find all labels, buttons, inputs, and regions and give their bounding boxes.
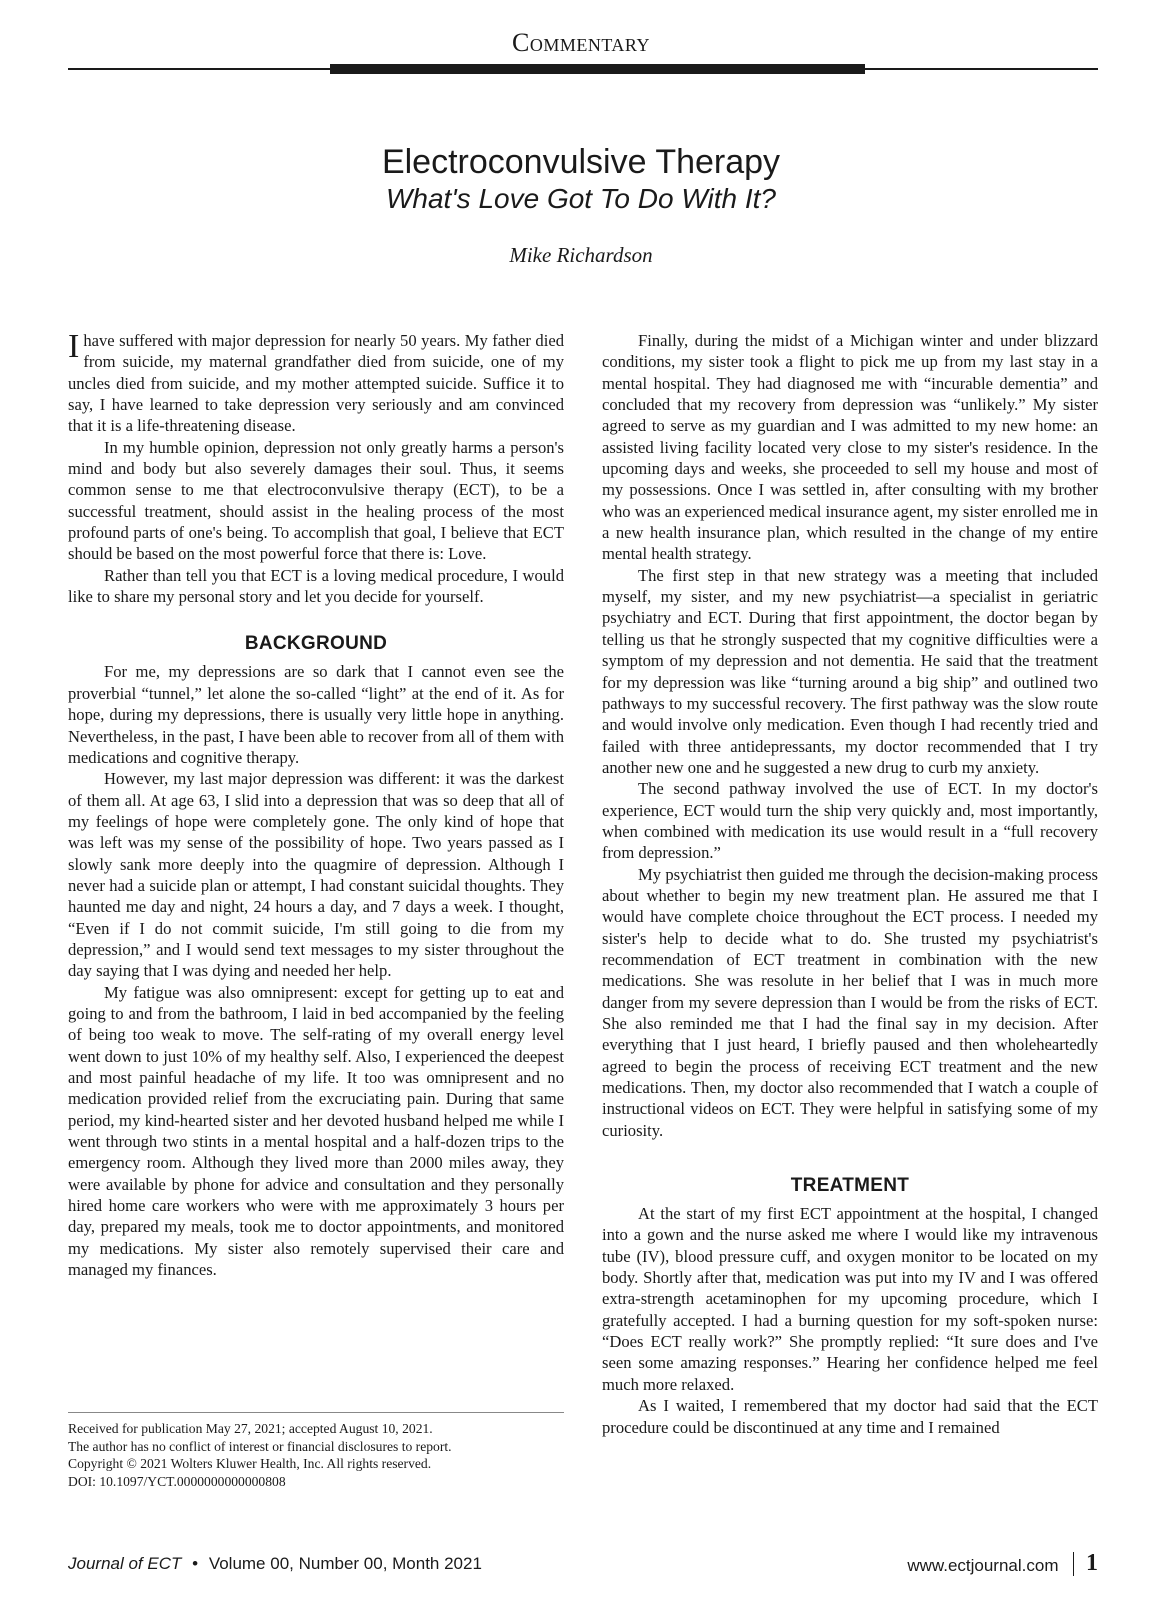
conflict-note: The author has no conflict of interest or financial disclosures to report.	[68, 1438, 452, 1454]
bullet-separator: •	[192, 1554, 199, 1573]
body-paragraph-1: Finally, during the midst of a Michigan winter and under blizzard conditions, my sister took a flight to pick me up from my last stay in a mental hospital. They had diagnosed me with “incurable dementia” and concluded that my recovery from depression was “unlikely.” My sister agreed to serve as my guardian and I was admitted to my new home: an assisted living facility located very close to my sister's residence. In the upcoming days and weeks, she proceeded to sell my house and most of my possessions. Once I was settled in, after consulting with my brother who was an experienced medical insurance agent, my sister enrolled me in a new health insurance plan, which resulted in the change of my entire mental health strategy.	[602, 331, 1098, 564]
treatment-heading: TREATMENT	[790, 1175, 910, 1197]
treatment-paragraph-1: At the start of my first ECT appointment at the hospital, I changed into a gown and the nurse asked me where I would like my intravenous tube (IV), blood pressure cuff, and oxygen monitor to be located on my body. Shortly after that, medication was put into my IV and I was offered extra-strength acetaminophen for my upcoming procedure, which I gratefully accepted. I had a burning question for my soft-spoken nurse: “Does ECT really work?” She promptly replied: “It sure does and I've seen some amazing responses.” Hearing her confidence helped me feel much more relaxed.	[602, 1204, 1098, 1394]
received-note: Received for publication May 27, 2021; accepted August 10, 2021.	[68, 1421, 433, 1436]
page-footer	[68, 1550, 1098, 1578]
article-author: Mike Richardson	[509, 243, 653, 267]
body-paragraph-4: My psychiatrist then guided me through the decision-making process about whether to begin my new treatment plan. He assured me that I would have complete choice throughout the ECT process. I needed my sister's help to decide what to do. She trusted my psychiatrist's recommendation of ECT treatment in combination with the new medications. She was resolute in her belief that I was in much more danger from my severe depression than I would be from the risks of ECT. She also reminded me that I had the final say in my decision. After everything that I just heard, I briefly paused and then wholeheartedly agreed to begin the process of receiving ECT treatment and the new medications. Then, my doctor also recommended that I watch a couple of instructional videos on ECT. They were helpful in satisfying some of my curiosity.	[602, 864, 1098, 1140]
footer-divider	[1073, 1552, 1075, 1576]
left-column	[68, 330, 564, 1280]
article-subtitle: What's Love Got To Do With It?	[385, 183, 776, 214]
section-label: Commentary	[512, 28, 650, 57]
article-title: Electroconvulsive Therapy	[381, 143, 781, 181]
footnote	[68, 1420, 564, 1490]
body-paragraph-3: The second pathway involved the use of ECT. In my doctor's experience, ECT would turn the ship very quickly and, most importantly, when combined with medication its use would result in a “full recovery from depression.”	[602, 779, 1098, 863]
background-paragraph-3: My fatigue was also omnipresent: except for getting up to eat and going to and from the bathroom, I laid in bed accompanied by the feeling of being too weak to move. The self-rating of my overall energy level went down to just 10% of my healthy self. Also, I experienced the deepest and most painful headache of my life. It too was omnipresent and no medication provided relief from the excruciating pain. During that same period, my kind-hearted sister and her devoted husband helped me while I went through two stints in a mental hospital and a half-dozen trips to the emergency room. Although they lived more than 2000 miles away, they were available by phone for advice and consultation and they personally hired home care workers who were with me approximately 3 hours per day, prepared my meals, took me to doctor appointments, and monitored my medications. My sister also remotely supervised their care and managed my finances.	[68, 982, 564, 1280]
title-block	[0, 142, 1162, 216]
journal-url-link[interactable]: www.ectjournal.com	[907, 1555, 1059, 1575]
page-number: 1	[1086, 1550, 1098, 1576]
background-paragraph-2: However, my last major depression was different: it was the darkest of them all. At age 63, I slid into a depression that was so deep that all of my feelings of hope were completely gone. The only kind of hope that was left was my sense of the possibility of hope. Two years passed as I slowly sank more deeply into the quagmire of depression. Although I never had a suicide plan or attempt, I had constant suicidal thoughts. They haunted me day and night, 24 hours a day, and 7 days a week. I thought, “Even if I do not commit suicide, I'm still going to die from my depression,” and I would send text messages to my sister throughout the day saying that I was dying and needed her help.	[68, 769, 564, 981]
issue-info: Volume 00, Number 00, Month 2021	[208, 1554, 482, 1573]
footer-right	[907, 1550, 1098, 1577]
drop-cap: I	[68, 328, 80, 365]
journal-name: Journal of ECT	[68, 1554, 182, 1573]
background-paragraph-1: For me, my depressions are so dark that I cannot even see the proverbial “tunnel,” let alone the so-called “light” at the end of it. As for hope, during my depressions, there is usually very little hope in anything. Nevertheless, in the past, I have been able to recover from all of them with medications and cognitive therapy.	[68, 662, 564, 767]
body-paragraph-2: The first step in that new strategy was a meeting that included myself, my sister, and my new psychiatrist—a specialist in geriatric psychiatry and ECT. During that first appointment, the doctor began by telling us that he strongly suspected that my cognitive difficulties were a symptom of my depression and not dementia. He said that the treatment for my depression was like “turning around a big ship” and outlined two pathways to my successful recovery. The first pathway was the slow route and would involve only medication. Even though I had recently tried and failed with three antidepressants, my doctor recommended that I try another new one and he suggested a new drug to curb my anxiety.	[602, 565, 1098, 777]
doi-note: DOI: 10.1097/YCT.0000000000000808	[68, 1473, 286, 1489]
background-heading: BACKGROUND	[244, 633, 388, 655]
treatment-paragraph-2: As I waited, I remembered that my doctor had said that the ECT procedure could be discontinued at any time and I remained	[602, 1396, 1098, 1437]
copyright-note: Copyright © 2021 Wolters Kluwer Health, Inc. All rights reserved.	[68, 1456, 432, 1471]
footnote-rule	[68, 1412, 564, 1413]
right-column	[602, 330, 1098, 1438]
journal-citation	[68, 1554, 482, 1574]
header-rule-accent	[330, 64, 865, 74]
intro-paragraph-2: In my humble opinion, depression not only greatly harms a person's mind and body but also severely damages their soul. Thus, it seems common sense to me that electroconvulsive therapy (ECT), to be a successful treatment, should assist in the healing process of the most profound parts of one's being. To accomplish that goal, I believe that ECT should be based on the most powerful force that there is: Love.	[68, 437, 564, 564]
intro-paragraph-1: Ihave suffered with major depression for nearly 50 years. My father died from suicide, my maternal grandfather died from suicide, one of my uncles died from suicide, and my mother attempted suicide. Suffice it to say, I have learned to take depression very seriously and am convinced that it is a life-threatening disease.	[68, 328, 564, 436]
intro-paragraph-3: Rather than tell you that ECT is a loving medical procedure, I would like to share my personal story and let you decide for yourself.	[68, 565, 564, 607]
